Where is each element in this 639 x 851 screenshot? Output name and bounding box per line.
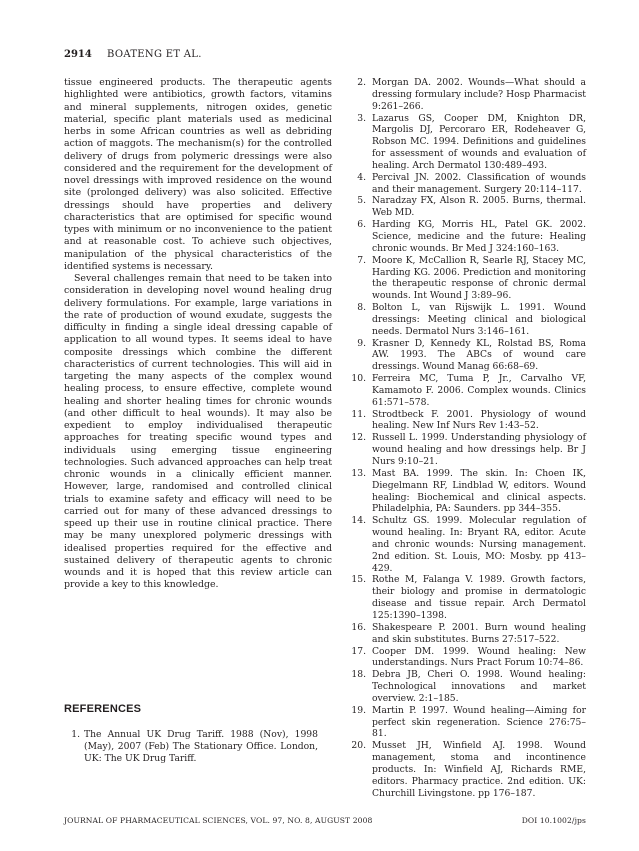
reference-number: 17. (351, 645, 366, 657)
reference-item (344, 195, 586, 219)
reference-item (64, 729, 332, 765)
reference-item (344, 338, 586, 374)
reference-item (344, 113, 586, 172)
reference-text: Naradzay FX, Alson R. 2005. Burns, thermal. Web MD. (372, 195, 586, 219)
reference-text: Ferreira MC, Tuma P, Jr., Carvalho VF, Kamamoto F. 2006. Complex wounds. Clinics 61:571–578. (372, 373, 586, 408)
reference-text: Russell L. 1999. Understanding physiology of wound healing and how dressings help. Br J Nurs 9:10–21. (372, 432, 586, 467)
reference-number: 11. (351, 408, 366, 420)
reference-item (344, 669, 586, 705)
reference-item (344, 432, 586, 468)
reference-item (344, 302, 586, 338)
reference-text: Rothe M, Falanga V. 1989. Growth factors, their biology and promise in dermatologic disease and tissue repair. Arch Dermatol 125:1390–1398. (372, 574, 586, 621)
references-list-right (344, 77, 586, 799)
reference-number: 13. (351, 467, 366, 479)
reference-text: Debra JB, Cheri O. 1998. Wound healing: Technological innovations and market overview. 2:1–185. (372, 669, 586, 704)
reference-item (344, 77, 586, 113)
reference-item (344, 172, 586, 196)
reference-number: 8. (357, 302, 366, 314)
page-footer (64, 816, 586, 825)
reference-item (344, 646, 586, 670)
reference-item (344, 409, 586, 433)
running-authors: BOATENG ET AL. (107, 49, 202, 60)
reference-text: The Annual UK Drug Tariff. 1988 (Nov), 1998 (May), 2007 (Feb) The Stationary Office. London, UK: The UK Drug Tariff. (84, 729, 318, 764)
reference-number: 1. (71, 729, 80, 740)
reference-item (344, 515, 586, 574)
reference-text: Mast BA. 1999. The skin. In: Choen IK, Diegelmann RF, Lindblad W, editors. Wound healing: Biochemical and clinical aspects. Philadelphia, PA: Saunders. pp 344–355. (372, 467, 586, 515)
reference-text: Shakespeare P. 2001. Burn wound healing and skin substitutes. Burns 27:517–522. (372, 621, 586, 645)
right-column-references (344, 77, 586, 799)
reference-number: 19. (351, 704, 366, 716)
reference-number: 10. (351, 373, 366, 385)
reference-item (344, 574, 586, 621)
references-heading: REFERENCES (64, 703, 142, 715)
reference-item (344, 373, 586, 409)
reference-text: Krasner D, Kennedy KL, Rolstad BS, Roma AW. 1993. The ABCs of wound care dressings. Wound Manag 66:68–69. (372, 337, 586, 373)
reference-text: Lazarus GS, Cooper DM, Knighton DR, Margolis DJ, Percoraro ER, Rodeheaver G, Robson MC. 1994. Definitions and guidelines for assessment of wounds and evaluation of healing. Arch Dermatol 130:489–493. (372, 112, 586, 171)
reference-item (344, 740, 586, 799)
running-header (64, 49, 202, 60)
reference-number: 20. (351, 740, 366, 752)
reference-text: Musset JH, Winfield AJ. 1998. Wound management, stoma and incontinence products. In: Winfield AJ, Richards RME, editors. Pharmacy practice. 2nd edition. UK: Churchill Livingstone. pp 176–187. (372, 740, 586, 799)
reference-text: Morgan DA. 2002. Wounds—What should a dressing formulary include? Hosp Pharmacist 9:261–266. (372, 77, 586, 112)
left-column-body (64, 77, 332, 592)
body-paragraph: tissue engineered products. The therapeutic agents highlighted were antibiotics, growth factors, vitamins and mineral supplements, nitrogen oxides, genetic material, specific plant materials used as medicinal herbs in some African countries as well as debriding action of maggots. The mechanism(s) for the controlled delivery of drugs from polymeric dressings were also considered and the requirement for the development of novel dressings with improved residence on the wound site (prolonged delivery) was also solicited. Effective dressings should have properties and delivery characteristics that are optimised for specific wound types with minimum or no inconvenience to the patient and at reasonable cost. To achieve such objectives, manipulation of the physical characteristics of the identified systems is necessary. (64, 77, 332, 272)
reference-number: 15. (351, 574, 366, 586)
body-paragraph: Several challenges remain that need to be taken into consideration in developing novel wound healing drug delivery formulations. For example, large variations in the rate of production of wound exudate, suggests the difficulty in finding a single ideal dressing capable of application to all wound types. It seems ideal to have composite dressings which combine the different characteristics of current technologies. This will aid in targeting the many aspects of the complex wound healing process, to ensure effective, complete wound healing and shorter healing times for chronic wounds (and other difficult to heal wounds). It may also be expedient to employ individualised therapeutic approaches for treating specific wound types and individuals using emerging tissue engineering technologies. Such advanced approaches can help treat chronic wounds in a clinically efficient manner. However, large, randomised and controlled clinical trials to examine safety and efficacy will need to be carried out for many of these advanced dressings to speed up their use in routine clinical practice. There may be many unexplored polymeric dressings with idealised properties required for the effective and sustained delivery of therapeutic agents to chronic wounds and it is hoped that this review article can provide a key to this knowledge. (64, 273, 332, 591)
reference-number: 16. (351, 621, 366, 633)
reference-item (344, 468, 586, 515)
reference-number: 18. (351, 669, 366, 681)
reference-text: Harding KG, Morris HL, Patel GK. 2002. Science, medicine and the future: Healing chronic wounds. Br Med J 324:160–163. (372, 219, 586, 254)
reference-item (344, 219, 586, 255)
reference-number: 9. (357, 337, 366, 349)
reference-number: 4. (357, 171, 366, 183)
reference-number: 5. (357, 195, 366, 207)
reference-number: 14. (351, 515, 366, 527)
reference-text: Percival JN. 2002. Classification of wounds and their management. Surgery 20:114–117. (372, 171, 586, 195)
journal-citation: JOURNAL OF PHARMACEUTICAL SCIENCES, VOL. 97, NO. 8, AUGUST 2008 (64, 816, 373, 825)
reference-number: 2. (357, 77, 366, 88)
reference-item (344, 622, 586, 646)
reference-text: Strodtbeck F. 2001. Physiology of wound healing. New Inf Nurs Rev 1:43–52. (372, 408, 586, 432)
page-number: 2914 (64, 49, 92, 60)
reference-number: 12. (351, 432, 366, 444)
reference-text: Martin P. 1997. Wound healing—Aiming for perfect skin regeneration. Science 276:75–81. (372, 704, 586, 740)
reference-item (344, 255, 586, 302)
reference-item (344, 705, 586, 741)
reference-number: 6. (357, 219, 366, 231)
reference-text: Bolton L, van Rijswijk L. 1991. Wound dressings: Meeting clinical and biological needs. Dermatol Nurs 3:146–161. (372, 302, 586, 337)
reference-number: 7. (357, 254, 366, 266)
reference-number: 3. (357, 112, 366, 124)
doi: DOI 10.1002/jps (521, 816, 586, 825)
reference-text: Schultz GS. 1999. Molecular regulation of wound healing. In: Bryant RA, editor. Acute and chronic wounds: Nursing management. 2nd edition. St. Louis, MO: Mosby. pp 413–429. (372, 515, 586, 574)
references-list-left (64, 729, 332, 765)
reference-text: Moore K, McCallion R, Searle RJ, Stacey MC, Harding KG. 2006. Prediction and monitoring the therapeutic response of chronic dermal wounds. Int Wound J 3:89–96. (372, 254, 586, 302)
reference-text: Cooper DM. 1999. Wound healing: New understandings. Nurs Pract Forum 10:74–86. (372, 645, 586, 669)
